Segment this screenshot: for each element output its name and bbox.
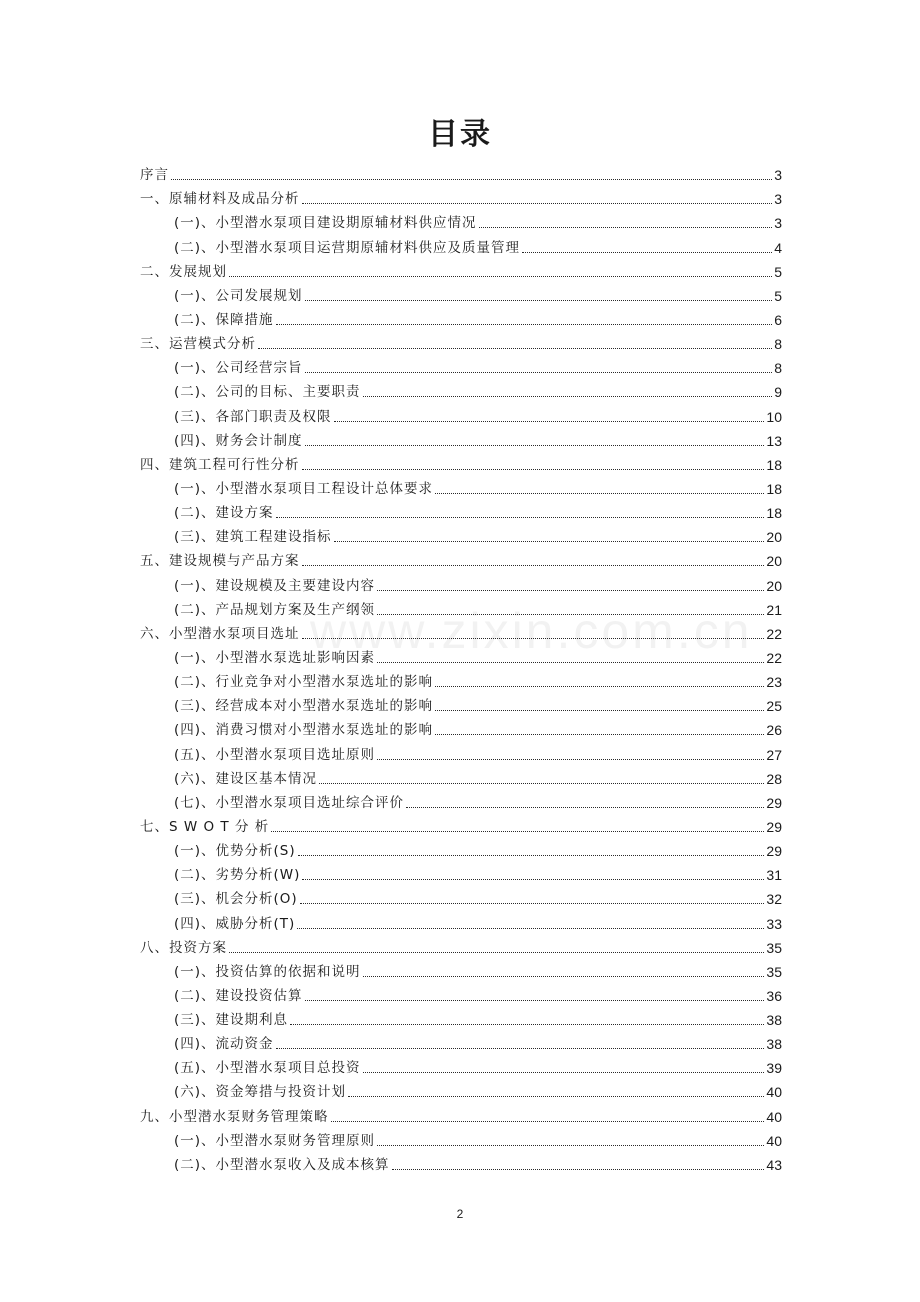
- toc-dot-leader: [435, 710, 764, 711]
- toc-dot-leader: [305, 445, 765, 446]
- toc-entry-title: (二)、小型潜水泵项目运营期原辅材料供应及质量管理: [174, 239, 521, 256]
- toc-dot-leader: [290, 1024, 764, 1025]
- toc-entry-page: 29: [766, 818, 782, 835]
- toc-entry[interactable]: [140, 1005, 782, 1029]
- toc-entry-title: (一)、小型潜水泵项目工程设计总体要求: [174, 480, 434, 497]
- toc-dot-leader: [258, 348, 772, 349]
- toc-entry-title: 八、投资方案: [140, 939, 227, 956]
- toc-entry-title: (二)、公司的目标、主要职责: [174, 384, 361, 401]
- toc-entry-page: 35: [766, 939, 782, 956]
- toc-entry[interactable]: [140, 860, 782, 884]
- toc-entry-page: 32: [766, 891, 782, 908]
- toc-entry-page: 18: [766, 456, 782, 473]
- toc-entry-title: (四)、财务会计制度: [174, 432, 303, 449]
- toc-entry[interactable]: [140, 1077, 782, 1101]
- toc-entry[interactable]: [140, 691, 782, 715]
- toc-dot-leader: [377, 614, 764, 615]
- toc-entry-page: 28: [766, 770, 782, 787]
- toc-entry-page: 21: [766, 601, 782, 618]
- toc-dot-leader: [479, 227, 773, 228]
- toc-dot-leader: [302, 879, 764, 880]
- toc-entry-title: (一)、公司发展规划: [174, 287, 303, 304]
- toc-entry-page: 8: [774, 336, 782, 353]
- toc-dot-leader: [522, 252, 772, 253]
- toc-entry-title: (四)、威胁分析(T): [174, 915, 296, 932]
- toc-dot-leader: [435, 686, 764, 687]
- toc-entry[interactable]: [140, 1126, 782, 1150]
- toc-entry-page: 36: [766, 987, 782, 1004]
- toc-entry[interactable]: [140, 619, 782, 643]
- toc-dot-leader: [305, 1000, 765, 1001]
- toc-entry[interactable]: [140, 643, 782, 667]
- toc-entry[interactable]: [140, 739, 782, 763]
- toc-dot-leader: [297, 928, 764, 929]
- toc-entry[interactable]: [140, 715, 782, 739]
- toc-entry-page: 8: [774, 360, 782, 377]
- toc-entry-title: (六)、资金筹措与投资计划: [174, 1084, 347, 1101]
- toc-dot-leader: [302, 565, 765, 566]
- toc-entry-title: (二)、产品规划方案及生产纲领: [174, 601, 376, 618]
- toc-dot-leader: [276, 1048, 765, 1049]
- toc-dot-leader: [302, 469, 765, 470]
- toc-entry[interactable]: [140, 1053, 782, 1077]
- toc-entry-title: (一)、小型潜水泵财务管理原则: [174, 1132, 376, 1149]
- toc-entry[interactable]: [140, 208, 782, 232]
- toc-entry-title: (一)、公司经营宗旨: [174, 360, 303, 377]
- toc-entry[interactable]: [140, 788, 782, 812]
- table-of-contents: [140, 160, 782, 1174]
- toc-entry[interactable]: [140, 595, 782, 619]
- watermark: www.zixin.com.cn: [310, 603, 753, 659]
- toc-entry-page: 35: [766, 963, 782, 980]
- toc-entry[interactable]: [140, 884, 782, 908]
- toc-entry-title: 六、小型潜水泵项目选址: [140, 625, 300, 642]
- toc-entry-page: 43: [766, 1156, 782, 1173]
- toc-entry-page: 40: [766, 1084, 782, 1101]
- toc-entry-title: 九、小型潜水泵财务管理策略: [140, 1108, 329, 1125]
- toc-dot-leader: [302, 638, 765, 639]
- toc-dot-leader: [435, 734, 764, 735]
- toc-entry[interactable]: [140, 353, 782, 377]
- toc-dot-leader: [276, 324, 773, 325]
- toc-entry-title: (二)、劣势分析(W): [174, 867, 301, 884]
- toc-dot-leader: [435, 493, 764, 494]
- toc-entry[interactable]: [140, 764, 782, 788]
- toc-dot-leader: [305, 372, 773, 373]
- toc-dot-leader: [363, 396, 773, 397]
- toc-dot-leader: [319, 783, 764, 784]
- toc-entry-title: (一)、优势分析(S): [174, 843, 296, 860]
- toc-entry-title: 三、运营模式分析: [140, 336, 256, 353]
- toc-entry[interactable]: [140, 474, 782, 498]
- toc-entry-page: 40: [766, 1132, 782, 1149]
- toc-dot-leader: [305, 300, 773, 301]
- toc-dot-leader: [271, 831, 764, 832]
- toc-entry[interactable]: [140, 908, 782, 932]
- toc-entry[interactable]: [140, 957, 782, 981]
- toc-entry[interactable]: [140, 329, 782, 353]
- toc-entry-title: (六)、建设区基本情况: [174, 770, 318, 787]
- toc-dot-leader: [334, 541, 765, 542]
- toc-entry-title: (二)、保障措施: [174, 311, 274, 328]
- toc-entry[interactable]: [140, 232, 782, 256]
- toc-entry-title: (五)、小型潜水泵项目总投资: [174, 1060, 361, 1077]
- toc-entry-page: 18: [766, 505, 782, 522]
- toc-entry-page: 3: [774, 191, 782, 208]
- toc-entry[interactable]: [140, 1150, 782, 1174]
- toc-entry-title: 一、原辅材料及成品分析: [140, 191, 300, 208]
- toc-entry-page: 3: [774, 215, 782, 232]
- toc-entry-page: 9: [774, 384, 782, 401]
- toc-entry[interactable]: [140, 377, 782, 401]
- toc-entry-title: (一)、小型潜水泵项目建设期原辅材料供应情况: [174, 215, 477, 232]
- toc-entry[interactable]: [140, 812, 782, 836]
- toc-entry[interactable]: [140, 1029, 782, 1053]
- page-title: 目录: [428, 117, 492, 152]
- toc-dot-leader: [377, 1145, 764, 1146]
- toc-entry[interactable]: [140, 426, 782, 450]
- toc-entry-page: 29: [766, 843, 782, 860]
- toc-dot-leader: [348, 1096, 764, 1097]
- toc-entry[interactable]: [140, 498, 782, 522]
- toc-entry-title: (二)、建设投资估算: [174, 987, 303, 1004]
- toc-entry[interactable]: [140, 257, 782, 281]
- toc-entry[interactable]: [140, 305, 782, 329]
- toc-entry-page: 22: [766, 649, 782, 666]
- toc-entry-title: (三)、建设期利息: [174, 1012, 289, 1029]
- toc-entry-page: 13: [766, 432, 782, 449]
- toc-entry-page: 40: [766, 1108, 782, 1125]
- toc-dot-leader: [377, 759, 764, 760]
- toc-dot-leader: [363, 1072, 765, 1073]
- toc-entry[interactable]: [140, 1101, 782, 1125]
- toc-entry-page: 20: [766, 577, 782, 594]
- page-number: 2: [456, 1207, 464, 1221]
- toc-dot-leader: [276, 517, 765, 518]
- toc-entry-title: (一)、投资估算的依据和说明: [174, 963, 361, 980]
- toc-entry-title: (五)、小型潜水泵项目选址原则: [174, 746, 376, 763]
- toc-entry[interactable]: [140, 836, 782, 860]
- toc-entry-title: 七、S W O T 分 析: [140, 818, 270, 835]
- toc-dot-leader: [171, 179, 772, 180]
- toc-entry[interactable]: [140, 401, 782, 425]
- toc-dot-leader: [300, 903, 765, 904]
- toc-entry[interactable]: [140, 570, 782, 594]
- toc-entry-page: 38: [766, 1012, 782, 1029]
- toc-entry-page: 18: [766, 480, 782, 497]
- toc-entry-title: 五、建设规模与产品方案: [140, 553, 300, 570]
- toc-dot-leader: [302, 203, 773, 204]
- toc-entry-title: 二、发展规划: [140, 263, 227, 280]
- toc-entry-title: (三)、机会分析(O): [174, 891, 298, 908]
- toc-entry[interactable]: [140, 184, 782, 208]
- toc-entry[interactable]: [140, 160, 782, 184]
- toc-entry[interactable]: [140, 281, 782, 305]
- toc-entry-page: 25: [766, 698, 782, 715]
- toc-dot-leader: [392, 1169, 765, 1170]
- toc-dot-leader: [334, 421, 765, 422]
- toc-entry[interactable]: [140, 933, 782, 957]
- toc-entry-page: 29: [766, 794, 782, 811]
- toc-dot-leader: [331, 1121, 765, 1122]
- toc-entry-page: 5: [774, 287, 782, 304]
- toc-entry[interactable]: [140, 981, 782, 1005]
- toc-entry-page: 26: [766, 722, 782, 739]
- toc-entry-title: (七)、小型潜水泵项目选址综合评价: [174, 794, 405, 811]
- toc-entry-page: 3: [774, 167, 782, 184]
- toc-dot-leader: [298, 855, 765, 856]
- toc-dot-leader: [377, 590, 764, 591]
- toc-entry-title: 四、建筑工程可行性分析: [140, 456, 300, 473]
- toc-entry-title: 序言: [140, 167, 169, 184]
- toc-entry[interactable]: [140, 522, 782, 546]
- toc-entry-page: 4: [774, 239, 782, 256]
- toc-entry-title: (三)、各部门职责及权限: [174, 408, 332, 425]
- toc-entry[interactable]: [140, 667, 782, 691]
- toc-entry-title: (四)、消费习惯对小型潜水泵选址的影响: [174, 722, 434, 739]
- toc-entry-title: (三)、建筑工程建设指标: [174, 529, 332, 546]
- toc-entry-page: 39: [766, 1060, 782, 1077]
- toc-entry-page: 23: [766, 674, 782, 691]
- toc-entry-title: (二)、建设方案: [174, 505, 274, 522]
- toc-dot-leader: [229, 276, 772, 277]
- toc-entry-page: 5: [774, 263, 782, 280]
- toc-dot-leader: [377, 662, 764, 663]
- toc-dot-leader: [363, 976, 765, 977]
- toc-entry[interactable]: [140, 450, 782, 474]
- toc-entry-page: 20: [766, 529, 782, 546]
- toc-entry-page: 38: [766, 1036, 782, 1053]
- toc-entry-page: 10: [766, 408, 782, 425]
- toc-entry[interactable]: [140, 546, 782, 570]
- toc-dot-leader: [229, 952, 764, 953]
- toc-entry-title: (一)、小型潜水泵选址影响因素: [174, 649, 376, 666]
- toc-entry-title: (一)、建设规模及主要建设内容: [174, 577, 376, 594]
- toc-entry-page: 27: [766, 746, 782, 763]
- toc-entry-page: 33: [766, 915, 782, 932]
- toc-entry-page: 6: [774, 311, 782, 328]
- toc-entry-page: 22: [766, 625, 782, 642]
- toc-entry-page: 20: [766, 553, 782, 570]
- toc-entry-title: (四)、流动资金: [174, 1036, 274, 1053]
- toc-entry-title: (二)、行业竞争对小型潜水泵选址的影响: [174, 674, 434, 691]
- toc-entry-title: (二)、小型潜水泵收入及成本核算: [174, 1156, 390, 1173]
- toc-entry-title: (三)、经营成本对小型潜水泵选址的影响: [174, 698, 434, 715]
- toc-entry-page: 31: [766, 867, 782, 884]
- toc-dot-leader: [406, 807, 764, 808]
